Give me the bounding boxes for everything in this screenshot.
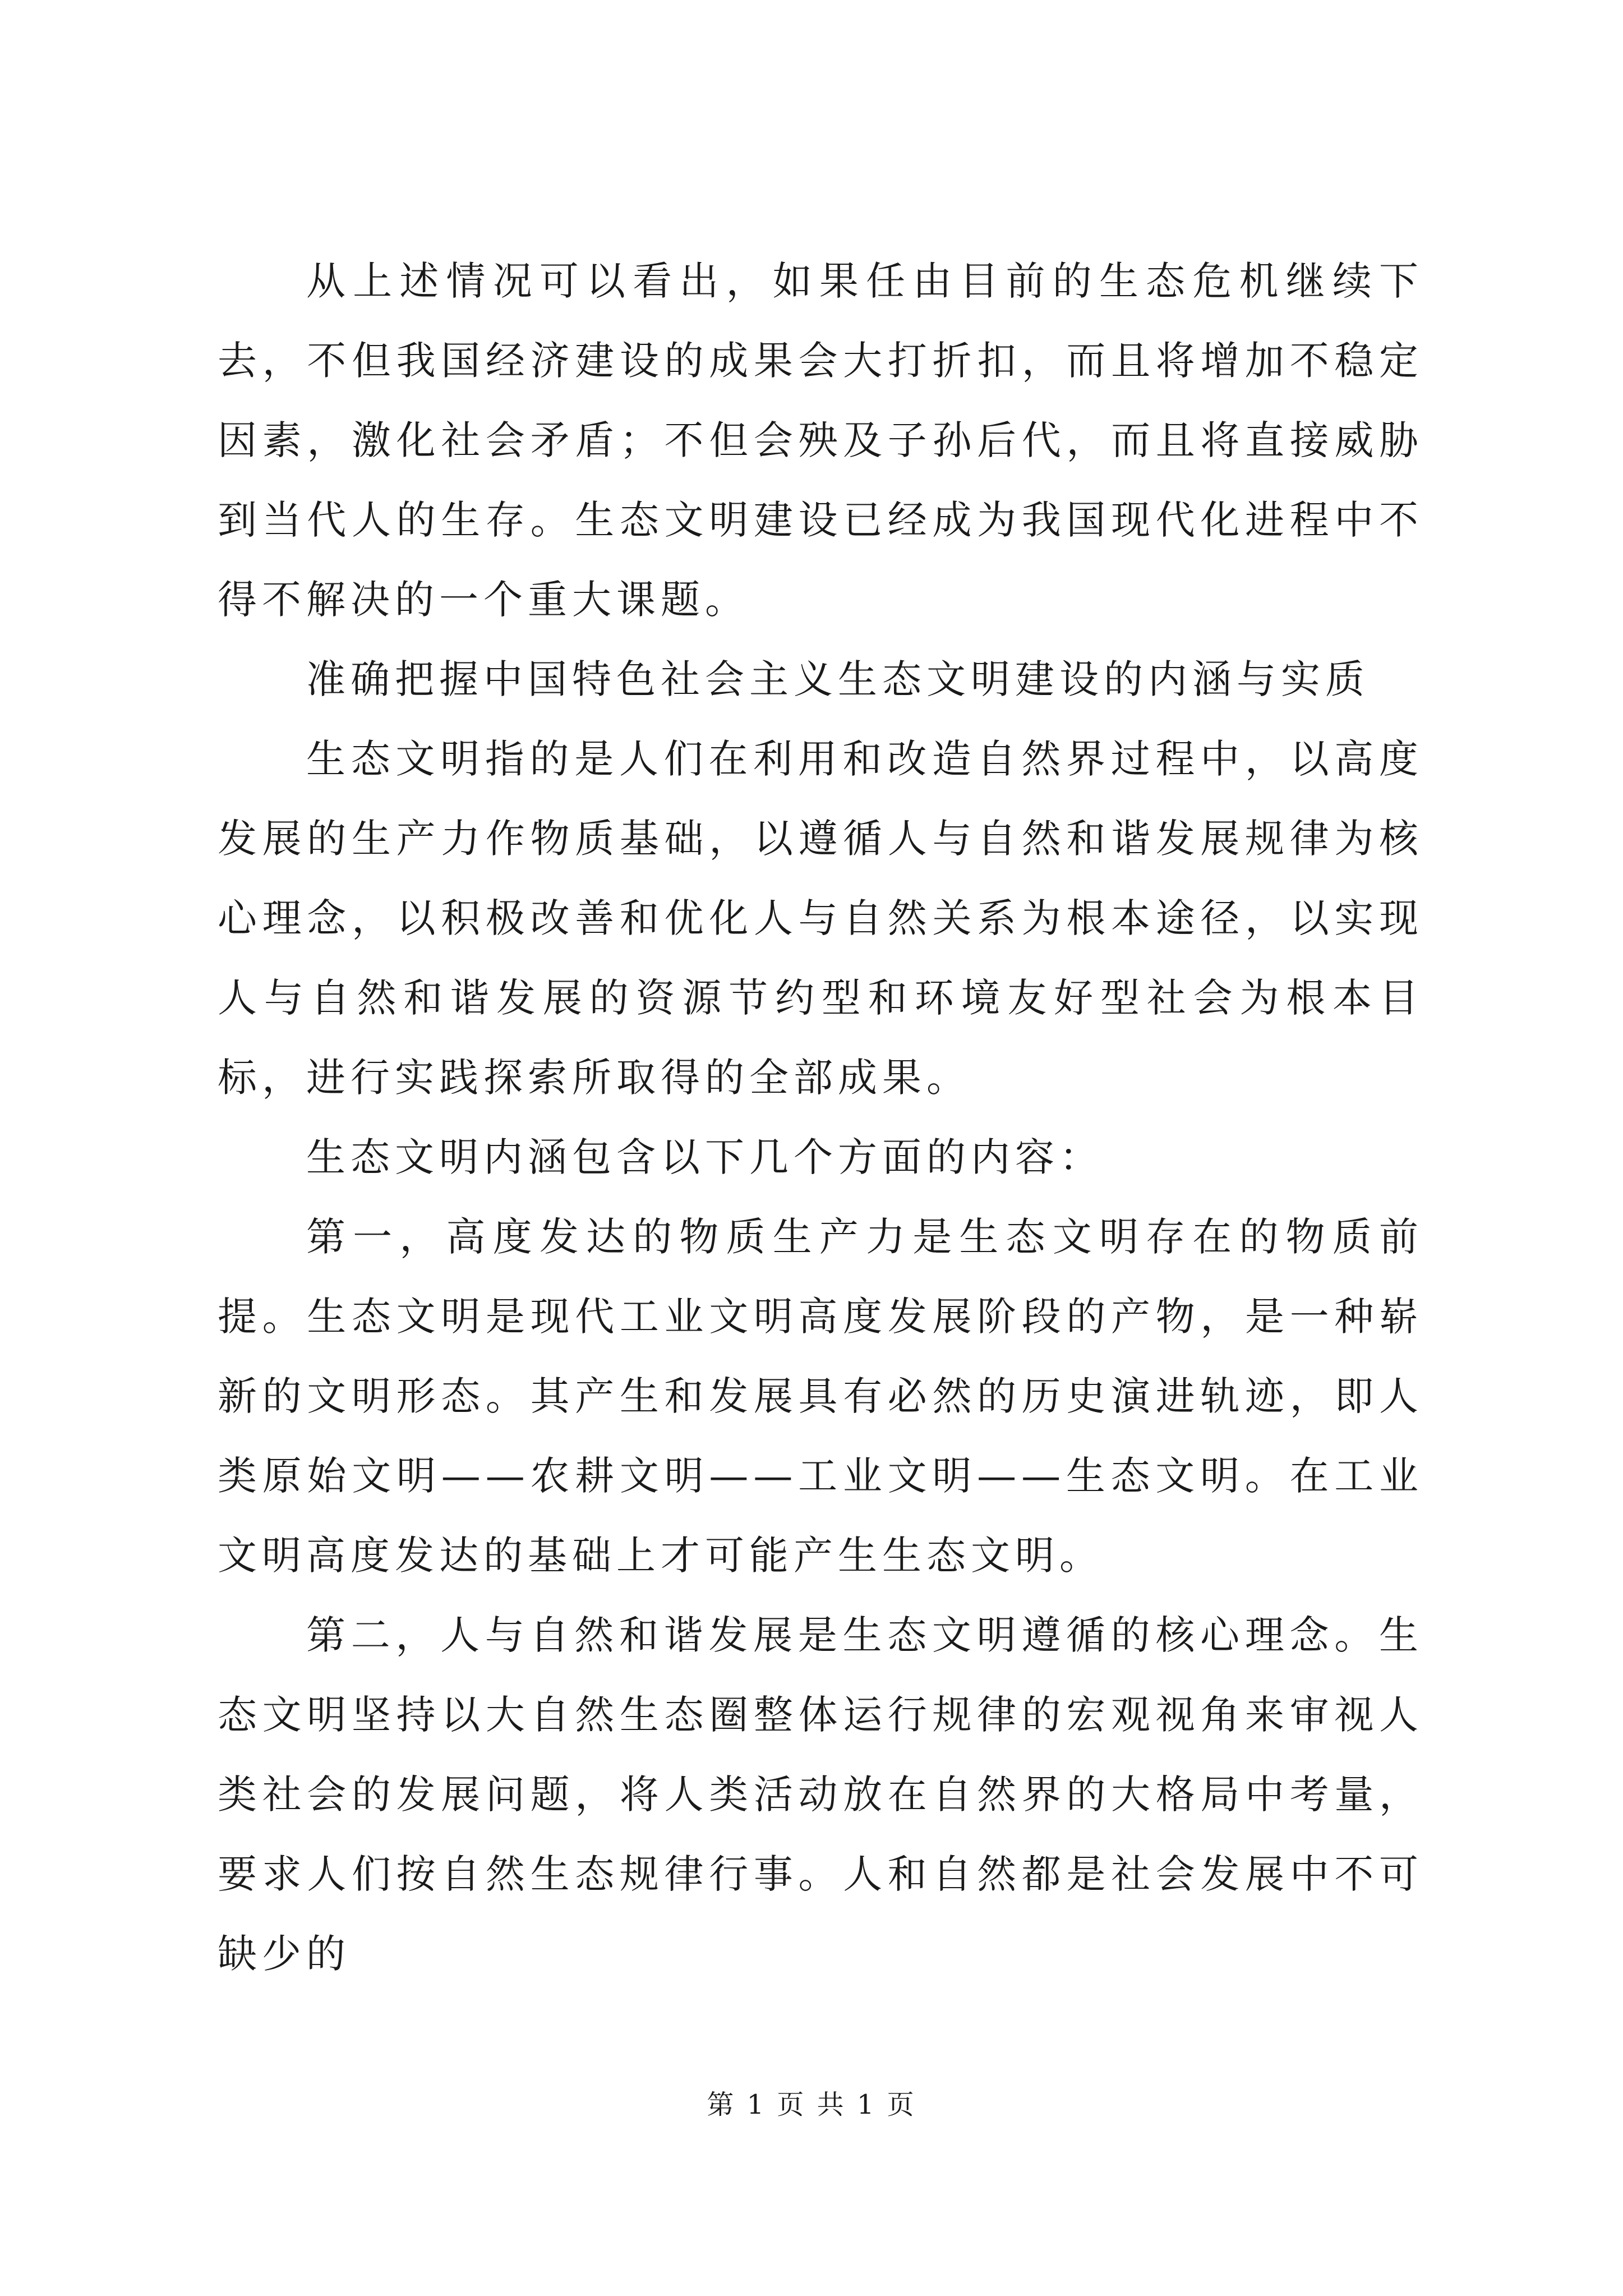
- paragraph-5: 第二，人与自然和谐发展是生态文明遵循的核心理念。生态文明坚持以大自然生态圈整体运行规律的宏观视角来审视人类社会的发展问题，将人类活动放在自然界的大格局中考量，要求人们按自然生态规律行事。人和自然都是社会发展中不可缺少的: [218, 1612, 1423, 1977]
- document-body: [218, 241, 1423, 1994]
- section-heading: 准确把握中国特色社会主义生态文明建设的内涵与实质: [306, 656, 1370, 702]
- page-footer: 第 1 页 共 1 页: [707, 2089, 916, 2120]
- paragraph-2: 生态文明指的是人们在利用和改造自然界过程中，以高度发展的生产力作物质基础，以遵循人与自然和谐发展规律为核心理念，以积极改善和优化人与自然关系为根本途径，以实现人与自然和谐发展的资源节约型和环境友好型社会为根本目标，进行实践探索所取得的全部成果。: [218, 736, 1423, 1101]
- paragraph-1: 从上述情况可以看出，如果任由目前的生态危机继续下去，不但我国经济建设的成果会大打折扣，而且将增加不稳定因素，激化社会矛盾；不但会殃及子孙后代，而且将直接威胁到当代人的生存。生态文明建设已经成为我国现代化进程中不得不解决的一个重大课题。: [218, 258, 1423, 623]
- paragraph-3: 生态文明内涵包含以下几个方面的内容：: [306, 1134, 1104, 1180]
- paragraph-4: 第一，高度发达的物质生产力是生态文明存在的物质前提。生态文明是现代工业文明高度发展阶段的产物，是一种崭新的文明形态。其产生和发展具有必然的历史演进轨迹，即人类原始文明——农耕文明——工业文明——生态文明。在工业文明高度发达的基础上才可能产生生态文明。: [218, 1214, 1423, 1579]
